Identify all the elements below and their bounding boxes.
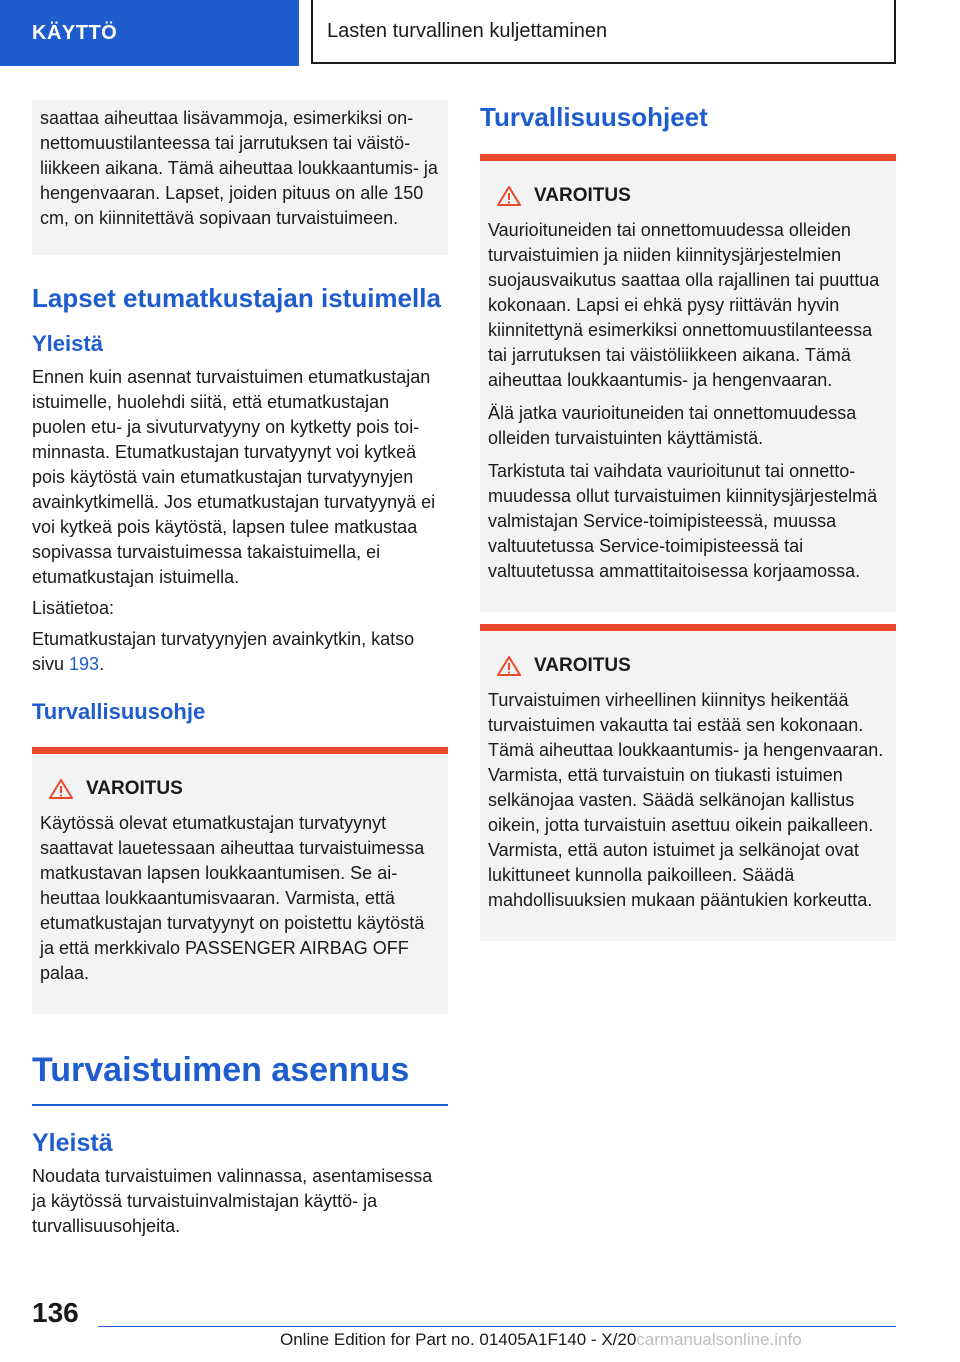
heading-front-seat: Lapset etumatkustajan istuimella [32,283,441,313]
intro-note-box [32,100,448,255]
intro-note-text: saattaa aiheuttaa lisävammoja, esimerkiksi onnettomuustilanteessa tai jarrutuksen tai väistöliikkeen aikana. Tämä aiheuttaa loukkaantumis- ja hengenvaaran. Lapset, joiden pituus on alle 150 cm, on kiinnitettävä sopivaan turvaistuimeen. [40,108,438,228]
warning-title [40,776,440,801]
general-2-section [32,1164,448,1239]
warning-box-damaged-seats [480,154,896,612]
left-column [32,100,448,1245]
warning-1-paragraph-3: Tarkistuta tai vaihdata vaurioitunut tai onnettomuudessa ollut turvaistuimen kiinnitysjärjestelmä valmistajan Service-toimipisteessä, muussa valtuutetussa Service-toimipisteessä tai valtuutetussa ammattitaitoisessa korjaamossa. [488,461,878,581]
warning-box-airbag [32,747,448,1014]
footer-edition [280,1330,960,1350]
header-chapter-label: Lasten turvallinen kuljettaminen [327,19,608,42]
header-chapter-tab [311,0,896,64]
general-1-text: Ennen kuin asennat turvaistuimen etumatkustajan istuimelle, huolehdi siitä, että etumatkustajan puolen etu- ja sivuturvatyyny on kytketty pois toiminnasta. Etumatkustajan turvatyynyt voi kytkeä pois käytöstä vain etumatkustajan turvatyynyjen avainkytkimellä. Jos etumatkustajan turvatyynyä ei voi kytkeä pois käytöstä, lapsen tulee matkustaa sopivassa turvaistuimessa takaistuimella, ei etumatkustajan istuimella. [32,367,436,587]
more-info-end: . [99,654,105,674]
heading-general-2: Yleistä [32,1129,113,1157]
footer-watermark: carmanualsonline.info [636,1330,802,1349]
warning-1-paragraph-1: Vaurioituneiden tai onnettomuudessa olleiden turvaistuimien ja niiden kiinnitysjärjestelmien suojausvaikutus saattaa olla rajallinen tai puuttua kokonaan. Lapsi ei ehkä pysy riittävän hyvin kiinnitettynä esimerkiksi onnettomuustilanteessa tai jarrutuksen tai väistöliikkeen aikana. Tämä aiheuttaa loukkaantumis- ja hengenvaaran. [488,220,880,390]
footer-edition-text: Online Edition for Part no. 01405A1F140 - X/20 [280,1330,637,1349]
heading-safety: Turvallisuusohje [32,699,206,724]
general-1-section [32,365,448,677]
warning-title [488,183,888,208]
general-2-text: Noudata turvaistuimen valinnassa, asentamisessa ja käytössä turvaistuinvalmistajan käyttö- ja turvallisuusohjeita. [32,1166,433,1236]
more-info-text: Etumatkustajan turvatyynyjen avainkytkin, katso sivu [32,629,415,674]
page-link-193[interactable]: 193 [69,654,100,674]
warning-box-incorrect-fitting [480,624,896,941]
warning-1-paragraph-2: Älä jatka vaurioituneiden tai onnettomuudessa olleiden turvaistuinten käyttämistä. [488,403,857,448]
right-column [480,100,896,941]
warning-text: Käytössä olevat etumatkustajan turvatyynyt saattavat lauetessaan aiheuttaa turvaistuimessa matkustavan lapsen loukkaantumisen. Se aiheuttaa loukkaantumisvaaran. Varmista, että etumatkustajan turvatyynyt on poistettu käytöstä ja että merkkivalo PASSENGER AIRBAG OFF palaa. [40,813,425,983]
header-section-tab [0,0,299,66]
page-number: 136 [32,1297,79,1328]
warning-label: VAROITUS [86,778,183,799]
more-info-label: Lisätietoa: [32,598,115,618]
heading-install: Turvaistuimen asennus [32,1050,448,1106]
warning-triangle-icon [496,185,522,207]
warning-label: VAROITUS [534,185,631,206]
heading-general-1: Yleistä [32,331,103,356]
warning-triangle-icon [496,655,522,677]
warning-label: VAROITUS [534,655,631,676]
more-info-paragraph [32,627,448,677]
warning-2-text: Turvaistuimen virheellinen kiinnitys heikentää turvaistuimen vakautta tai estää sen kokonaan. Tämä aiheuttaa loukkaantumis- ja hengenvaaran. Varmista, että turvaistuin on tiukasti istuimen selkänojaa vasten. Säädä selkänojan kallistus oikein, jotta turvaistuin asettuu oikein paikalleen. Varmista, että auton istuimet ja selkänojat ovat lukittuneet kunnolla paikoilleen. Säädä mahdollisuuksien mukaan pääntukien korkeutta. [488,690,884,910]
heading-safety-instructions: Turvallisuusohjeet [480,102,708,132]
warning-title [488,653,888,678]
footer-rule [98,1326,896,1327]
header-section-label: KÄYTTÖ [32,21,118,44]
warning-triangle-icon [48,778,74,800]
